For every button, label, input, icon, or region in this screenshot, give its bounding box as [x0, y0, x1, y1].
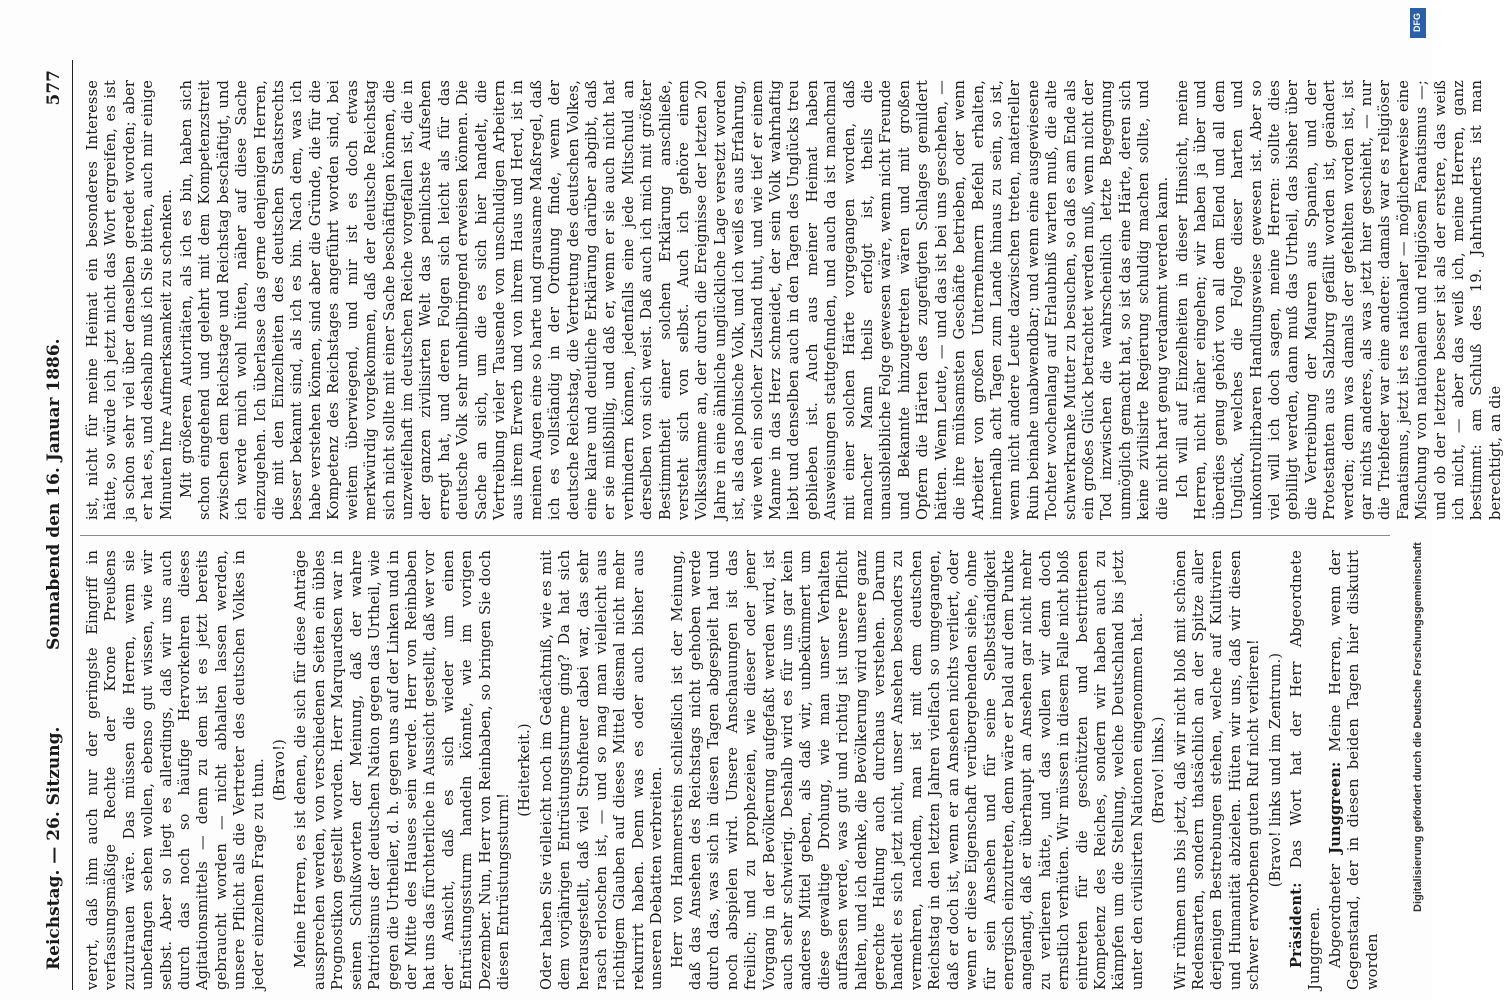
running-header — [38, 60, 73, 990]
digitization-credit — [1408, 0, 1428, 1000]
paragraph: Herr von Hammerstein schließlich ist der Meinung, daß das Ansehen des Reichstags nicht gehoben werde durch das, was sich in diesen Tagen abgespielt hat und noch abspielen wird. Unsere Anschauungen ist das freilich; und zu prophezeien, wie dieser oder jener Vorgang in der Bevölkerung aufgefaßt werden wird, ist auch sehr schwierig. Deshalb wird es für uns gar kein anderes Mittel geben, als daß wir, unbekümmert um diese gewaltige Drohung, wie man unser Verhalten auffassen werde, was gut und richtig ist unsere Pflicht halten, und ich denke, die Bevölkerung wird unsere ganz gerechte Haltung auch durchaus verstehen. Darum handelt es sich jetzt nicht, unser Ansehen besonders zu vermehren, nachdem, man ist mit dem deutschen Reichstag in den letzten Jahren vielfach so umgegangen, daß er doch ist, wenn er an Ansehen nichts verliert, oder wenn er diese Eigenschaft verübergehenden siehe, ohne für sein Ansehen und für seine Selbstständigkeit energisch einzutreten, denn wäre er bald auf dem Punkte angelangt, daß er überhaupt an Ansehen gar nicht mehr zu verlieren hätte, und das wollen wir denn doch ernstlich verhüten. Wir müssen in diesem Falle nicht bloß eintreten für die geschützten und bestrittenen Kompetenz des Reiches, sondern wir haben auch zu kämpfen um die Stellung, welche Deutschland bis jetzt unter den civilisirten Nationen eingenommen hat. — [668, 550, 1146, 990]
paragraph: Oder haben Sie vielleicht noch im Gedächtniß, wie es mit dem vorjährigen Entrüstungssturme ging? Da hat sich herausgestellt, daß viel Strohfeuer dabei war, das sehr rasch erloschen ist, — und so mag man vielleicht aus richtigem Glauben auf dieses Mittel diesmal nicht mehr rekurrirt haben. Denn was es oder auch bisher aus unseren Debatten verbreiten. — [537, 550, 666, 990]
dfg-logo-text: DFG — [1412, 13, 1422, 32]
speaker-text: Meine Herren, wenn der Gegenstand, der in diesen beiden Tagen hier diskutirt worden — [1326, 549, 1381, 990]
paragraph: Mit größeren Autoritäten, als ich es bin, haben sich schon eingehend und gelehrt mit dem Kompetenzstreit zwischen dem Reichstage und Reichstag beschäftigt, und ich werde mich wohl hüten, näher auf diese Sache einzugehen. Ich überlasse das gerne denjenigen Herren, die mit den Einzelheiten des deutschen Staatsrechts besser bekannt sind, als ich es bin. Nach dem, was ich habe verstehen können, sind aber die Gründe, die für die Kompetenz des Reichstages angeführt worden sind, bei weitem überwiegend, und mir ist es doch etwas merkwürdig vorgekommen, daß der deutsche Reichstag sich nicht sollte mit einer Sache beschäftigen können, die unzweifelhaft im deutschen Reiche vorgefallen ist, die in der ganzen zivilisirten Welt das peinlichste Aufsehen erregt hat, und deren Folgen sich leicht als für das deutsche Volk sehr unheilbringend erweisen können. Die Sache an sich, um die es sich hier handelt, die Vertreibung vieler Tausende von unschuldigen Arbeitern aus ihrem Erwerb und von ihrem Haus und Herd, ist in meinen Augen eine so harte und grausame Maßregel, daß ich es vollständig in der Ordnung finde, wenn der deutsche Reichstag, die Vertretung des deutschen Volkes, eine klare und deutliche Erklärung darüber abgibt, daß er sie mißbillig, und daß er, wenn er sie auch nicht hat verhindern können, jedenfalls eine jede Mitschuld an derselben von sich weist. Daß auch ich mich mit größter Bestimmtheit einer solchen Erklärung anschließe, versteht sich von selbst. Auch ich gehöre einem Volksstamme an, der durch die Ereignisse der letzten 20 Jahre in eine ähnliche unglückliche Lage versetzt worden ist, als das polnische Volk, und ich weiß es aus Erfahrung, wie weh ein solcher Zustand thut, und wie tief er einem Manne in das Herz schneidet, der sein Volk wahrhaftig liebt und denselben auch in den Tagen des Unglücks treu geblieben ist. Auch aus meiner Heimat haben Ausweisungen stattgefunden, und auch da ist manchmal mit einer solchen Härte vorgegangen worden, daß mancher Mann theils erfolgt ist, theils die unausbleibliche Folge gewesen wäre, wenn nicht Freunde und Bekannte hinzugetreten wären und mit großen Opfern die Härten des zugefügten Schlages gemildert hätten. Wenn Leute, — und das ist bei uns geschehen, — die ihre mühsamsten Geschäfte betrieben, oder wenn Arbeiter von großen Unternehmern Befehl erhalten, innerhalb acht Tagen zum Lande hinaus zu sein, so ist, wenn nicht andere Leute dazwischen treten, materieller Ruin beinahe unabwendbar; und wenn eine ausgewiesene Tochter wochenlang auf Erlaubniß warten muß, die alte schwerkranke Mutter zu besuchen, so daß es am Ende als ein großes Glück betrachtet werden muß, wenn nicht der Tod inzwischen die wahrscheinlich letzte Begegnung unmöglich gemacht hat, so ist das eine Härte, deren sich keine zivilisirte Regierung schuldig machen sollte, und die nicht hart genug verdammt werden kann. — [178, 80, 1171, 520]
header-session: Reichstag. — 26. Sitzung. — [44, 726, 64, 970]
right-column — [84, 80, 1507, 520]
speaker-statement — [1327, 550, 1382, 990]
paragraph: Ich will auf Einzelheiten in dieser Hinsicht, meine Herren, nicht näher eingehen; wir haben ja über und überdies genug gehört von all dem Elend und all dem Unglück, welches die Folge dieser harten und unkontrollirbaren Handlungsweise gewesen ist. Aber so viel will ich doch sagen, meine Herren: sollte dies gebilligt werden, dann muß das Urtheil, das bisher über die Vertreibung der Mauren aus Spanien, und der Protestanten aus Salzburg gefällt worden ist, geändert werden; denn was damals der gefehlten worden ist, ist gar nichts anderes, als was jetzt hier geschieht, — nur die Triebfeder war eine andere: damals war es religiöser Fanatismus, jetzt ist es nationaler — möglicherweise eine Mischung von nationalem und religiösem Fanatismus —; und ob der letztere besser ist als der erstere, das weiß ich nicht, — aber das weiß ich, meine Herren, ganz bestimmt: am Schluß des 19. Jahrhunderts ist man berechtigt, an die — [1173, 80, 1504, 520]
interjection: (Bravo! links.) — [1150, 716, 1168, 824]
president-label: Präsident: — [1288, 882, 1305, 968]
president-statement — [1288, 550, 1325, 990]
page-number: 577 — [44, 70, 64, 106]
paragraph: Meine Herren, es ist denen, die sich für diese Anträge aussprechen werden, von verschiedenen Seiten ein übles Prognostikon gestellt worden. Herr Marquardsen war in seinen Schlußworten der Meinung, daß der wahre Patriotismus der deutschen Nation gegen das Urtheil, wie gegen die Urtheiler, d. h. gegen uns auf der Linken und in der Mitte des Hauses sein werde. Herr von Reinbaben hat uns das fürchterliche in Aussicht gestellt, daß wer vor der Ansicht, daß es sich wieder um einen Entrüstungssturm handeln könnte, wie im vorigen Dezember. Nun, Herr von Reinbaben, so bringen Sie doch diesen Entrüstungssturm! — [292, 550, 512, 990]
interjection: (Bravo!) — [271, 739, 289, 801]
header-date: Sonnabend den 16. Januar 1886. — [44, 338, 64, 650]
speaker-intro: Abgeordneter — [1326, 863, 1344, 968]
speaker-name: Junggreen: — [1326, 761, 1344, 854]
interjection: (Heiterkeit.) — [516, 723, 534, 817]
left-column — [84, 550, 1384, 990]
paragraph: Wir rühmen uns bis jetzt, daß wir nicht bloß mit schönen Redensarten, sondern thatsächlich an der Spitze aller derjenigen Bestrebungen stehen, welche auf Kultiviren und Humanität abzielen. Hüten wir uns, daß wir diesen schwer erworbenen guten Ruf nicht verlieren! — [1171, 550, 1263, 990]
president-text: Das Wort hat der Herr Abgeordnete Junggreen. — [1288, 550, 1324, 990]
paragraph: verort, daß ihm auch nur der geringste Eingriff in verfassungsmäßige Rechte der Krone Preußens zuzutrauen wäre. Das müssen die Herren, wenn sie unbefangen sehen wollen, ebenso gut wissen, wie wir selbst. Aber so liegt es allerdings, daß wir uns auch durch das noch so häufige Hervorkehren dieses Agitationsmittels — denn zu dem ist es jetzt bereits gebraucht worden — nicht abhalten lassen werden, unsere Pflicht als die Vertreter des deutschen Volkes in jeder einzelnen Frage zu thun. — [84, 550, 267, 990]
credit-text: Digitalisierung gefördert durch die Deutsche Forschungsgemeinschaft — [1412, 542, 1424, 912]
paragraph: ist, nicht für meine Heimat ein besonderes Interesse hätte, so würde ich jetzt nicht das Wort ergreifen, es ist ja schon sehr viel über denselben geredet worden; aber er hat es, und deshalb muß ich Sie bitten, auch mir einige Minuten Ihre Aufmerksamkeit zu schenken. — [84, 80, 175, 520]
interjection: (Bravo! links und im Zentrum.) — [1266, 652, 1284, 888]
column-divider — [80, 535, 1390, 536]
